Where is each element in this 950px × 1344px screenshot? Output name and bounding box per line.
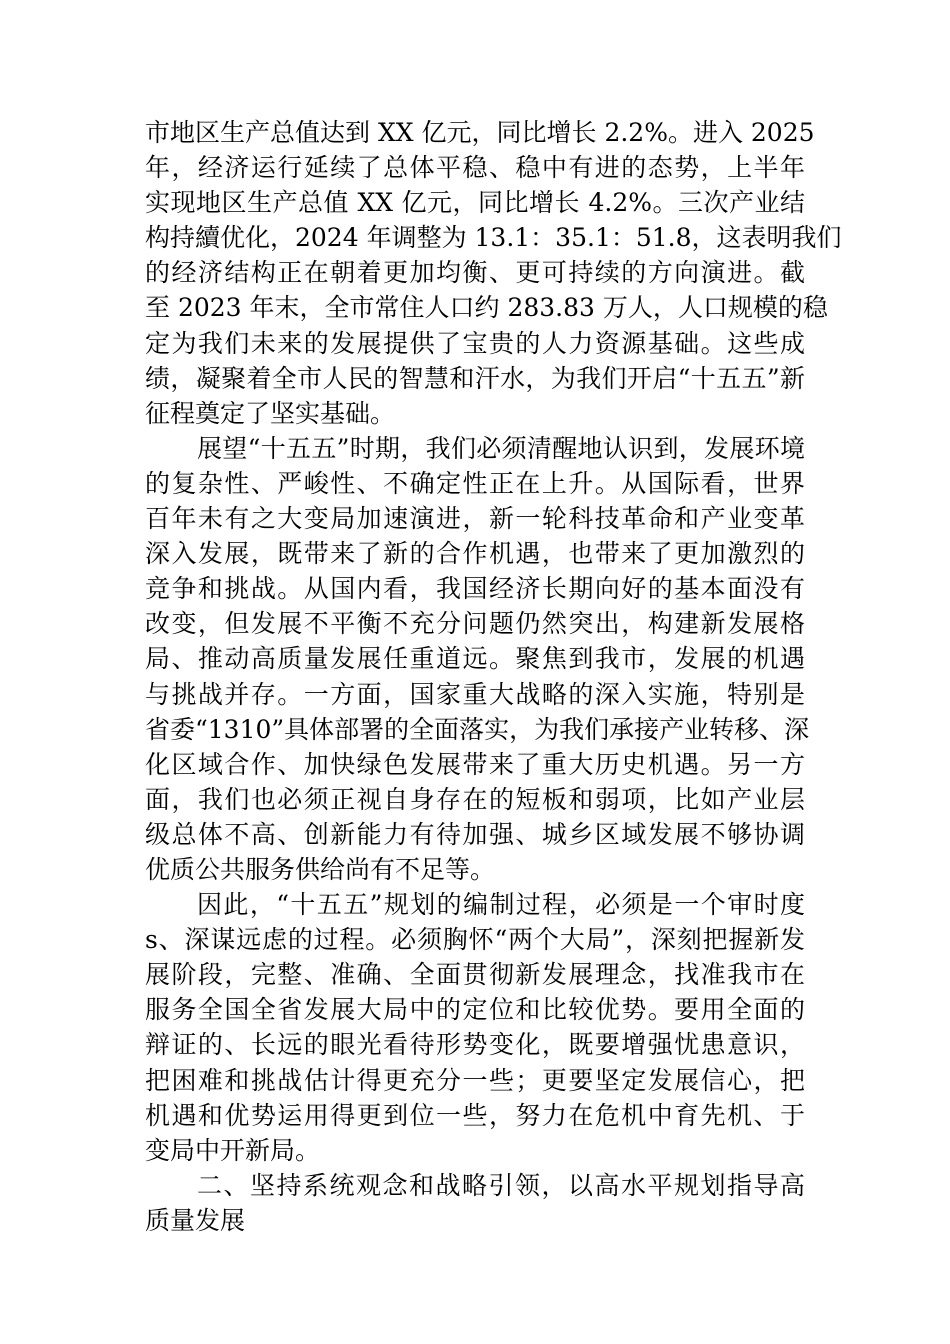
- document-body: [145, 115, 842, 1238]
- text-line: 至 2023 年末，全市常住人口约 283.83 万人，人口规模的稳: [145, 293, 828, 323]
- text-line: 竞争和挑战。从国内看，我国经济长期向好的基本面没有: [145, 574, 805, 604]
- text-line: 化区域合作、加快绿色发展带来了重大历史机遇。另一方: [145, 749, 805, 779]
- text-line: 的复杂性、严峻性、不确定性正在上升。从国际看，世界: [145, 468, 805, 498]
- text-line: 级总体不高、创新能力有待加强、城乡区域发展不够协调: [145, 819, 805, 849]
- text-line: 机遇和优势运用得更到位一些，努力在危机中育先机、于: [145, 1100, 805, 1130]
- text-line: 因此，“十五五”规划的编制过程，必须是一个审时度: [197, 890, 805, 920]
- text-line: 变局中开新局。: [145, 1135, 321, 1165]
- text-line: 二、坚持系统观念和战略引领，以高水平规划指导高: [197, 1170, 805, 1200]
- text-line: 绩，凝聚着全市人民的智慧和汗水，为我们开启“十五五”新: [145, 363, 805, 393]
- text-line: 年，经济运行延续了总体平稳、稳中有进的态势，上半年: [145, 153, 805, 183]
- paragraph: [145, 115, 842, 431]
- section-heading: [145, 1168, 805, 1238]
- text-line: 优质公共服务供给尚有不足等。: [145, 854, 496, 884]
- text-line: 展望“十五五”时期，我们必须清醒地认识到，发展环境: [197, 433, 805, 463]
- text-line: 的经济结构正在朝着更加均衡、更可持续的方向演进。截: [145, 258, 805, 288]
- text-line: 实现地区生产总值 XX 亿元，同比增长 4.2%。三次产业结: [145, 188, 805, 218]
- text-line: 百年未有之大变局加速演进，新一轮科技革命和产业变革: [145, 504, 805, 534]
- paragraph: [145, 431, 810, 887]
- text-line: 质量发展: [145, 1205, 246, 1235]
- text-line: 定为我们未来的发展提供了宝贵的人力资源基础。这些成: [145, 328, 805, 358]
- text-line: 深入发展，既带来了新的合作机遇，也带来了更加激烈的: [145, 539, 805, 569]
- text-line: 改变，但发展不平衡不充分问题仍然突出，构建新发展格: [145, 609, 805, 639]
- paragraph: [145, 887, 805, 1168]
- text-line: 局、推动高质量发展任重道远。聚焦到我市，发展的机遇: [145, 644, 805, 674]
- text-line: 征程奠定了坚实基础。: [145, 398, 396, 428]
- text-line: 市地区生产总值达到 XX 亿元，同比增长 2.2%。进入 2025: [145, 118, 815, 147]
- text-line: 服务全国全省发展大局中的定位和比较优势。要用全面的: [145, 995, 805, 1025]
- text-line: 辩证的、长远的眼光看待形势变化，既要增强忧患意识，: [145, 1030, 805, 1060]
- text-line: 面，我们也必须正视自身存在的短板和弱项，比如产业层: [145, 784, 805, 814]
- text-line: 把困难和挑战估计得更充分一些；更要坚定发展信心，把: [145, 1065, 805, 1095]
- text-line: 与挑战并存。一方面，国家重大战略的深入实施，特别是: [145, 679, 805, 709]
- text-line: 展阶段，完整、准确、全面贯彻新发展理念，找准我市在: [145, 960, 805, 990]
- text-line: s、深谋远虑的过程。必须胸怀“两个大局”，深刻把握新发: [145, 925, 805, 955]
- text-line: 省委“1310”具体部署的全面落实，为我们承接产业转移、深: [145, 714, 810, 744]
- text-line: 构持續优化，2024 年调整为 13.1：35.1：51.8，这表明我们: [145, 223, 842, 253]
